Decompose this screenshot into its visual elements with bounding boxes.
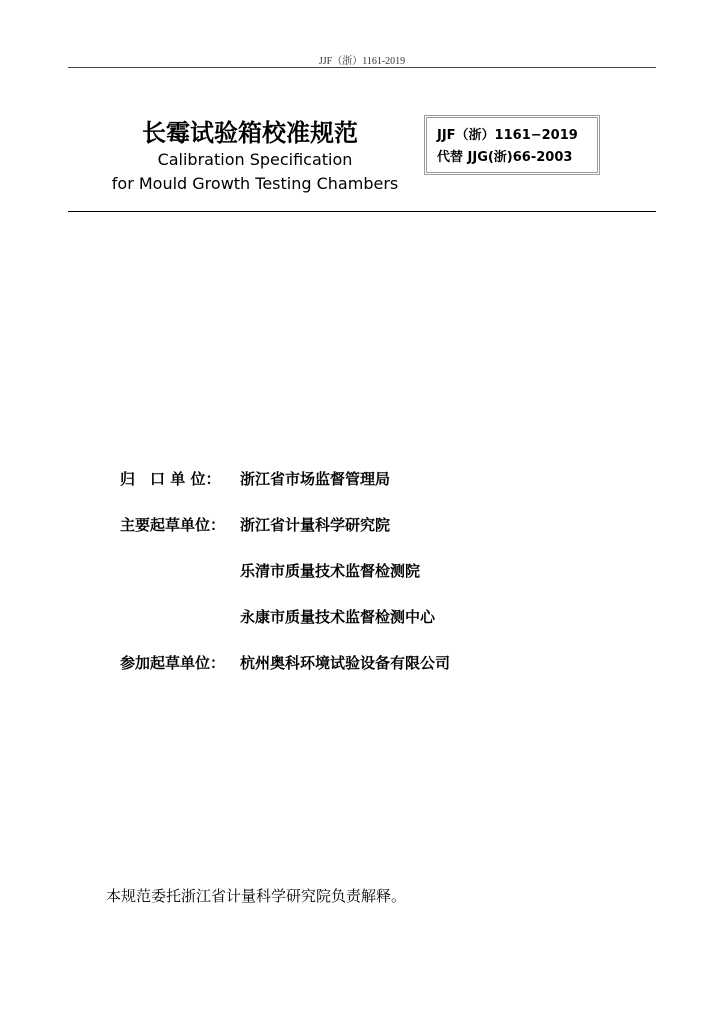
title-chinese: 长霉试验箱校准规范: [142, 119, 358, 147]
main-unit-label: 主要起草单位：: [120, 516, 226, 534]
main-unit-value: 浙江省计量科学研究院: [240, 516, 391, 534]
main-unit-row: [120, 514, 450, 538]
responsible-unit-label: 归 口 单 位：: [120, 470, 221, 488]
participating-unit-value: 杭州奥科环境试验设备有限公司: [240, 654, 451, 672]
drafting-units: [120, 468, 450, 698]
interpretation-note: 本规范委托浙江省计量科学研究院负责解释。: [106, 887, 407, 905]
title-english-line1: Calibration Specification: [157, 150, 353, 169]
title-english-line2: for Mould Growth Testing Chambers: [111, 174, 399, 193]
main-unit-value: 乐清市质量技术监督检测院: [240, 562, 421, 580]
main-unit-value: 永康市质量技术监督检测中心: [240, 608, 436, 626]
header-rule: [68, 67, 656, 68]
responsible-unit-row: [120, 468, 450, 492]
replaces-code: 代替 JJG(浙)66-2003: [437, 150, 573, 165]
title-rule: [68, 211, 656, 212]
standard-code-box: [424, 115, 600, 175]
participating-unit-label: 参加起草单位：: [120, 654, 226, 672]
title-english: [90, 148, 420, 196]
participating-unit-row: [120, 652, 450, 676]
main-unit-row: [120, 560, 450, 584]
responsible-unit-value: 浙江省市场监督管理局: [240, 470, 391, 488]
standard-code: JJF（浙）1161−2019: [437, 128, 578, 143]
running-header: JJF（浙）1161-2019: [318, 56, 406, 67]
main-unit-row: [120, 606, 450, 630]
